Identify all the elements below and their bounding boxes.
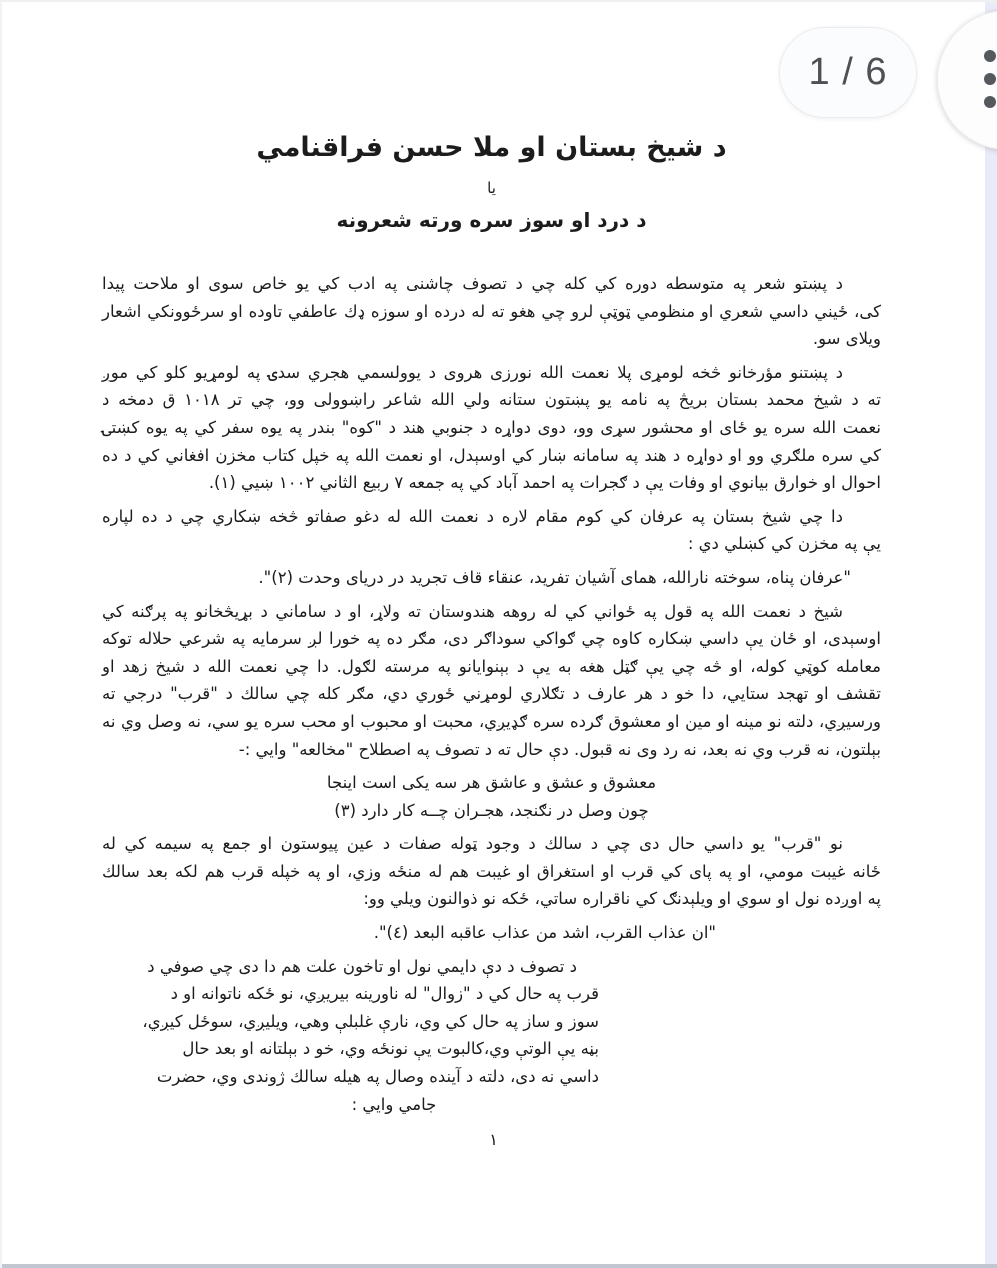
kebab-menu-icon — [984, 50, 996, 108]
text-line: چون وصل در نګنجد، هجـران چــه كار دارد (٣) — [334, 800, 649, 820]
text-line: د تصوف د دې دايمي نول او تاخون علت هم دا دى چي صوفي د — [147, 956, 577, 976]
page-indicator-pill: 1 / 6 — [779, 27, 917, 118]
text-line: معامله كوټي كوله، او څه چي يې ګټل هغه به يې د بېنوايانو په مرسته لګول. دا چي نعمت الله د شيخ زهد او — [102, 656, 881, 676]
text-line: سوز و ساز په حال كي وي، نارې غلبلې وهي، ويليږي، سوځل كيږي، — [142, 1011, 599, 1031]
text-line: بېلتون، نه قرب وي نه بعد، نه رد وى نه قبول. دې حال ته د تصوف په اصطلاح "مخالعه" وايي :- — [238, 739, 881, 759]
text-line: جامي وايي : — [351, 1094, 437, 1114]
text-line: بڼه يې الوتې وي،كالبوت يې نونځه وي، خو د بېلتانه او بعد حال — [182, 1039, 599, 1059]
text-line: كي سره ملګري وو او دواړه د هند په سامانه ښار كي اوسېدل، او نعمت الله په خپل كتاب مخزن افغاني كي د ده — [102, 445, 881, 465]
text-line: اوسېدى، او ځان يې داسي ښكاره كاوه چي ګواكي سوداګر دى، مګر ده په خورا لږ سرمايه په شرعي حلاله توكه — [102, 629, 881, 649]
text-line: معشوق و عشق و عاشق هر سه يكى است اينجا — [326, 773, 657, 793]
document-body — [102, 270, 881, 1118]
text-line: "ان عذاب القرب، اشد من عذاب عاقبه البعد (٤)". — [373, 923, 716, 943]
text-line: د پښتنو مؤرخانو څخه لومړى پلا نعمت الله نورزى هروى د يوولسمي هجري سدۍ په لومړيو كلو كي موږ — [102, 362, 843, 382]
narrow-block — [142, 953, 599, 1119]
text-line: ته د شيخ محمد بستان بريڅ په نامه يو پښتون ستانه ولي الله شاعر راښوولى وو، چي تر ١٠١٨ ق دمخه د — [102, 390, 881, 410]
document-subtitle: د درد او سوز سره ورته شعرونه — [336, 208, 647, 232]
pdf-page — [2, 2, 985, 1268]
page-number: ١ — [489, 1130, 498, 1149]
text-line: قرب په حال كي د "زوال" له ناورينه بيريږي، نو ځكه ناتوانه او د — [170, 984, 599, 1004]
text-line: ويلاى سو. — [812, 329, 881, 349]
kebab-dot — [984, 96, 996, 108]
text-line: داسي نه دى، دلته د آينده وصال په هيله سالك ژوندى وي، حضرت — [156, 1067, 599, 1087]
text-line: "عرفان پناه، سوخته نارالله، هماى آشيان تفريد، عنقاء قاف تجريد در درياى وحدت (٢)". — [258, 567, 851, 587]
text-line: احوال او خوارق بيانوي او وفات يې د ګجرات په احمد آباد كي په جمعه ٧ ربيع الثاني ١٠٠٢ ښيي (١). — [208, 473, 881, 493]
text-line: د پښتو شعر په متوسطه دوره كي كله چي د تصوف چاشنى په ادب كي يو خاص سوى او ملاحت پيدا — [102, 274, 843, 293]
para-block — [102, 270, 881, 353]
kebab-dot — [984, 50, 996, 62]
para-block — [102, 830, 881, 913]
para-block — [102, 503, 881, 558]
text-line: ځانه غيبت مومي، او په پاى كي قرب او استغراق او غيبت هم له منځه وزي، او په خپله قرب هم لكه بعد سالك — [102, 861, 881, 881]
scrollbar-track[interactable] — [985, 2, 997, 1268]
quote-block — [102, 919, 881, 947]
verse-block — [102, 769, 881, 824]
kebab-dot — [984, 73, 996, 85]
text-line: كى، ځيني داسي شعري او منظومي ټوټې لرو چي هغو ته له درده او سوزه ډك عاطفي تاوده او سرځوونكي اشعار — [102, 301, 881, 321]
text-line: تقشف او تهجد ستايي، دا خو د هر عارف د تګلاري لومړني ځوري دي، مګر كله چي سالك د "قرب" درجي ته — [102, 684, 881, 704]
text-line: نو "قرب" يو داسي حال دى چي د سالك د وجود ټوله صفات د عين پيوستون او جمع په سيمه كي له — [102, 834, 843, 854]
document-subtitle-or: يا — [487, 179, 496, 197]
text-line: په اوږده نول او سوي او ويلېدنګ كي ناقراره ساتي، ځكه نو ذوالنون ويلي وو: — [363, 889, 881, 909]
text-line: شيخ د نعمت الله په قول په ځواني كي له روهه هندوستان ته ولاړ، او د ساماني د بړيڅخانو په پرګنه كي — [102, 601, 843, 621]
page-bottom-edge — [2, 1264, 997, 1268]
text-line: يې په مخزن كي كښلي دي : — [687, 534, 881, 554]
para-block — [102, 598, 881, 764]
text-line: نعمت الله سره يو ځاى او محشور سړى وو، دوى دواړه د جنوبي هند د "كوه" بندر په يوه سفر كي په يوه كښتۍ — [102, 417, 881, 437]
para-block — [102, 359, 881, 497]
document-title: د شيخ بستان او ملا حسن فراقنامي — [256, 132, 727, 163]
quote-block — [102, 564, 881, 592]
text-line: دا چي شيخ بستان په عرفان كي كوم مقام لاره د نعمت الله له دغو صفاتو څخه ښكاري چي د ده لپاره — [102, 506, 843, 526]
text-line: ورسيږي، دلته نو مينه او مين او معشوق ګرده سره ګډيږي، محبت او محبوب او محب سره يو سي، نه وصل وي نه — [102, 711, 881, 731]
